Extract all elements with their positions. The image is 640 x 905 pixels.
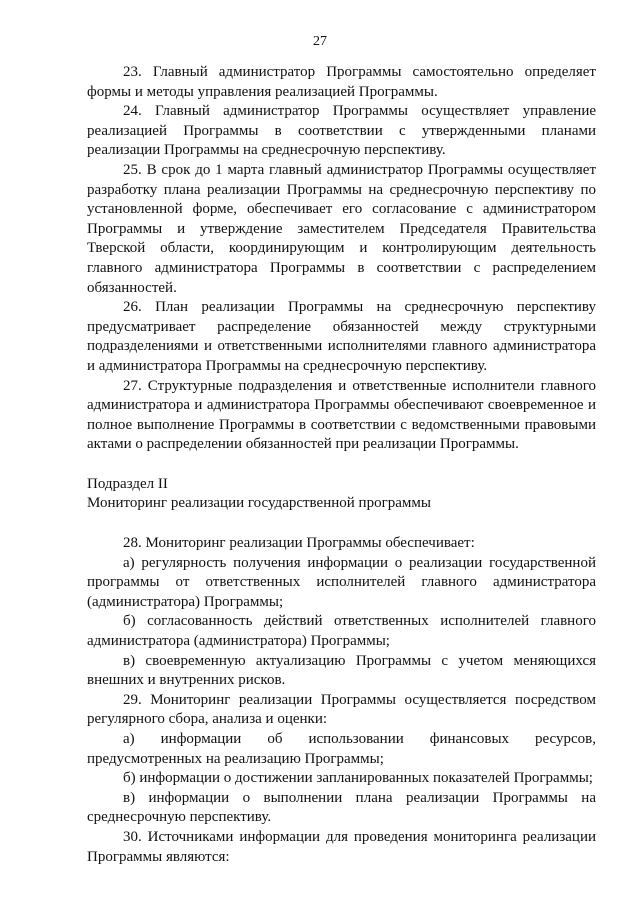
paragraph-30: 30. Источниками информации для проведения мониторинга реализации Программы являются: (87, 828, 596, 865)
paragraph-26: 26. План реализации Программы на среднесрочную перспективу предусматривает распределение обязанностей между структурными подразделениями и ответственными исполнителями главного администратора и администратора Программы на среднесрочную перспективу. (87, 299, 596, 374)
paragraph-24: 24. Главный администратор Программы осуществляет управление реализацией Программы в соответствии с утвержденными планами реализации Программы на среднесрочную перспективу. (87, 103, 596, 159)
list-item-29a: а) информации об использовании финансовых ресурсов, предусмотренных на реализацию Программы; (87, 731, 596, 767)
paragraph-28: 28. Мониторинг реализации Программы обеспечивает: (123, 535, 475, 552)
list-item-28c: в) своевременную актуализацию Программы с учетом меняющихся внешних и внутренних рисков. (87, 652, 596, 689)
list-item-28b: б) согласованность действий ответственных исполнителей главного администратора (администратора) Программы; (87, 613, 596, 650)
subsection-title: Мониторинг реализации государственной программы (87, 495, 431, 512)
paragraph-29: 29. Мониторинг реализации Программы осуществляется посредством регулярного сбора, анализа и оценки: (87, 691, 596, 728)
list-item-29c: в) информации о выполнении плана реализации Программы на среднесрочную перспективу. (87, 789, 596, 826)
paragraph-23: 23. Главный администратор Программы самостоятельно определяет формы и методы управления реализацией Программы. (87, 64, 596, 100)
paragraph-25: 25. В срок до 1 марта главный администратор Программы осуществляет разработку плана реализации Программы на среднесрочную перспективу по установленной форме, обеспечивает его согласование с администратором Программы и утверждение заместителем Председателя Правительства Тверской области, координирующим и контролирующим деятельность главного администратора Программы в соответствии с распределением обязанностей. (87, 161, 596, 296)
document-body (87, 63, 596, 867)
subsection-label: Подраздел II (87, 475, 168, 492)
page-number: 27 (313, 34, 327, 49)
list-item-28a: а) регулярность получения информации о реализации государственной программы от ответственных исполнителей главного администратора (администратора) Программы; (87, 554, 596, 610)
spacer (87, 514, 596, 534)
paragraph-27: 27. Структурные подразделения и ответственные исполнители главного администратора и администратора Программы обеспечивают своевременное и полное выполнение Программы в соответствии с ведомственными правовыми актами о распределении обязанностей при реализации Программы. (87, 377, 596, 453)
subsection-heading (87, 475, 596, 514)
list-item-29b: б) информации о достижении запланированных показателей Программы; (123, 770, 593, 787)
spacer (87, 455, 596, 475)
